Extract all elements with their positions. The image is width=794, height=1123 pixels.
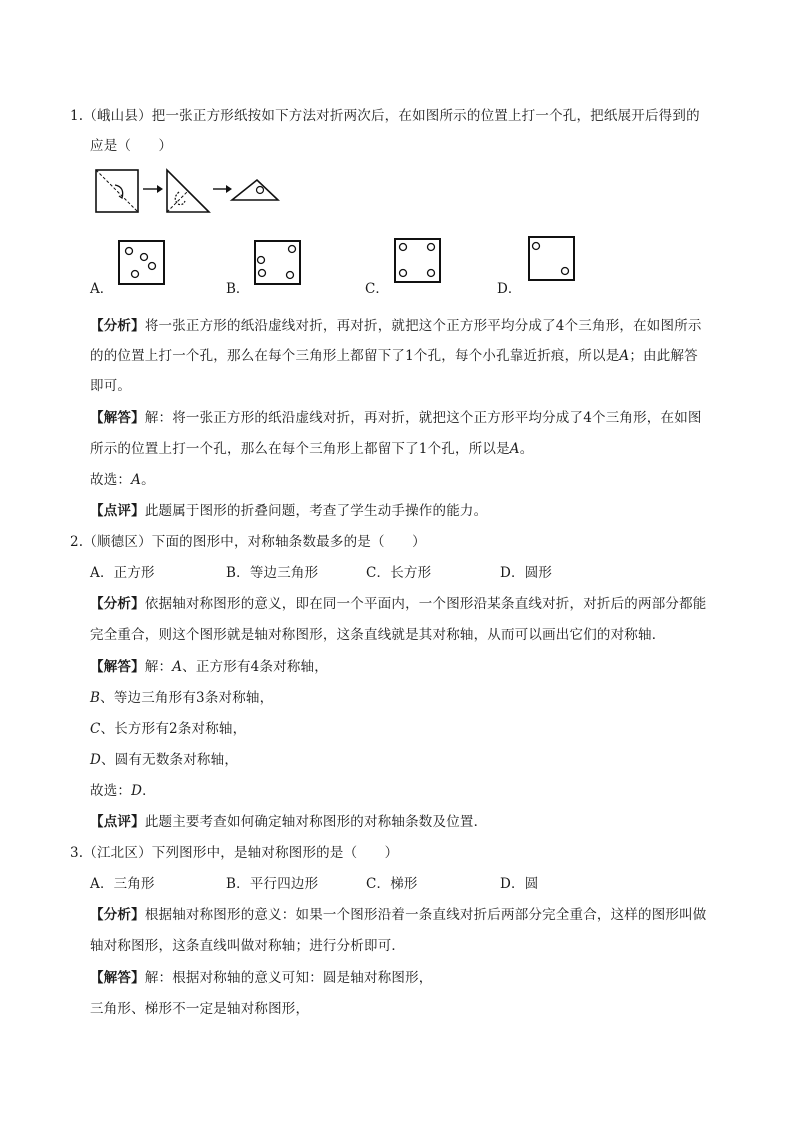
- q2-choose-end: ．: [142, 783, 156, 799]
- q2-analysis-text1: 依据轴对称图形的意义，即在同一个平面内，一个图形沿某条直线对折，对折后的两部分都能: [144, 596, 707, 612]
- q3-solution-text1: 解：根据对称轴的意义可知：圆是轴对称图形，: [144, 970, 433, 986]
- q1-small-triangle-hole: [257, 187, 264, 194]
- q2-solution-line4: [90, 748, 238, 768]
- q2-solution-text-b: 、等边三角形有3条对称轴，: [100, 690, 274, 706]
- q3-analysis-line1: [90, 903, 707, 923]
- q3-stem: [70, 841, 398, 861]
- q2-analysis-line1: [90, 592, 707, 612]
- q2-solution-tag: 【解答】: [90, 659, 145, 675]
- q2-choose-label: 故选：: [90, 783, 132, 799]
- q2-option-a: A．正方形: [90, 565, 155, 581]
- q1-analysis-tag: 【分析】: [90, 318, 145, 334]
- q2-stem-text: 下面的图形中，对称轴条数最多的是（ ）: [151, 534, 426, 550]
- q1-fold-triangle-hole: [175, 192, 185, 205]
- q2-comment-text: 此题主要考查如何确定轴对称图形的对称轴条数及位置．: [144, 814, 488, 830]
- q1-comment: [90, 499, 487, 519]
- q1-option-a-figure: [118, 240, 166, 286]
- q1-choose-end: 。: [141, 472, 155, 488]
- q2-solution-line3: [90, 717, 246, 737]
- q2-solution-line1: [90, 655, 328, 675]
- q1-analysis-text2b: ；由此解答: [629, 348, 698, 364]
- q1-stem-line1: [70, 104, 700, 124]
- q1-option-d-label: D．: [497, 281, 522, 297]
- q2-option-c: C．长方形: [366, 565, 432, 581]
- q3-analysis-text1: 根据轴对称图形的意义：如果一个图形沿着一条直线对折后两部分完全重合，这样的图形叫做: [144, 907, 707, 923]
- q3-solution-line1: [90, 966, 433, 986]
- q1-analysis-line3: 即可。: [90, 378, 132, 394]
- q3-options: [90, 872, 538, 892]
- q1-source: （峨山县）: [83, 108, 152, 124]
- q2-comment: [90, 810, 487, 830]
- q1-arrow2-head: [226, 185, 232, 193]
- q3-analysis-tag: 【分析】: [90, 907, 145, 923]
- q1-analysis-text2: 的的位置上打一个孔，那么在每个三角形上都留下了1个孔，每个小孔靠近折痕，所以是: [90, 348, 620, 364]
- q1-solution-text1: 解：将一张正方形的纸沿虚线对折，再对折，就把这个正方形平均分成了4个三角形，在如图: [144, 410, 702, 426]
- q1-option-b-label: B．: [226, 281, 250, 297]
- q1-analysis-text1: 将一张正方形的纸沿虚线对折，再对折，就把这个正方形平均分成了4个三角形，在如图所示: [144, 318, 702, 334]
- q3-analysis-line2: 轴对称图形，这条直线叫做对称轴；进行分析即可．: [90, 938, 406, 954]
- q2-comment-tag: 【点评】: [90, 814, 145, 830]
- q2-solution-text-a: 、正方形有4条对称轴，: [182, 659, 328, 675]
- q1-solution-line1: [90, 406, 702, 426]
- q1-small-triangle: [232, 180, 278, 200]
- q1-solution-tag: 【解答】: [90, 410, 145, 426]
- q2-solution-var-b: B: [90, 690, 101, 706]
- q2-solution-var-a: A: [172, 659, 183, 675]
- q1-analysis-line2: [90, 344, 698, 364]
- q1-arrow1-head: [157, 185, 163, 193]
- q1-analysis-var: A: [619, 348, 630, 364]
- q2-analysis-tag: 【分析】: [90, 596, 145, 612]
- q3-stem-text: 下列图形中，是轴对称图形的是（ ）: [151, 845, 399, 861]
- q1-fold-dashed-diagonal: [96, 170, 138, 212]
- q1-option-a-label: A．: [90, 281, 114, 297]
- q1-stem-text1: 把一张正方形纸按如下方法对折两次后，在如图所示的位置上打一个孔，把纸展开后得到的: [151, 108, 700, 124]
- q1-choose: [90, 468, 155, 488]
- q3-number: 3.: [70, 845, 84, 861]
- q1-comment-text: 此题属于图形的折叠问题，考查了学生动手操作的能力。: [144, 503, 488, 519]
- q2-analysis-line2: 完全重合，则这个图形就是轴对称图形，这条直线就是其对称轴，从而可以画出它们的对称轴．: [90, 627, 666, 643]
- q2-source: （顺德区）: [83, 534, 152, 550]
- q1-option-b-figure: [254, 240, 302, 286]
- q1-solution-text2: 所示的位置上打一个孔，那么在每个三角形上都留下了1个孔，所以是: [90, 441, 510, 457]
- q2-solution-text-c: 、长方形有2条对称轴，: [100, 721, 247, 737]
- q2-choose-var: D: [131, 783, 143, 799]
- q2-number: 2.: [70, 534, 84, 550]
- q1-analysis-line1: [90, 314, 702, 334]
- q1-option-c-label: C．: [365, 281, 389, 297]
- q2-choose: [90, 779, 156, 799]
- q2-solution-line2: [90, 686, 273, 706]
- q1-choose-var: A: [131, 472, 142, 488]
- q2-option-d: D．圆形: [500, 565, 553, 581]
- q1-comment-tag: 【点评】: [90, 503, 145, 519]
- q3-option-a: A．三角形: [90, 876, 155, 892]
- q1-folding-figure: [95, 168, 285, 214]
- q1-option-d-figure: [528, 236, 576, 282]
- q3-option-d: D．圆: [500, 876, 539, 892]
- q1-solution-text2b: 。: [519, 441, 534, 457]
- q1-option-c-figure: [394, 238, 442, 284]
- q2-solution-var-c: C: [90, 721, 101, 737]
- q2-solution-text-d: 、圆有无数条对称轴，: [101, 752, 239, 768]
- q1-solution-line2: [90, 437, 533, 457]
- q3-option-b: B．平行四边形: [226, 876, 319, 892]
- q1-stem-line2: 应是（ ）: [90, 138, 173, 154]
- q2-stem: [70, 530, 426, 550]
- q2-options: [90, 561, 552, 581]
- q3-solution-tag: 【解答】: [90, 970, 145, 986]
- q1-solution-var: A: [509, 441, 520, 457]
- q2-solution-var-d: D: [90, 752, 102, 768]
- q1-choose-label: 故选：: [90, 472, 132, 488]
- q1-number: 1.: [70, 108, 84, 124]
- q2-solution-prefix: 解：: [144, 659, 173, 675]
- q3-solution-line2: 三角形、梯形不一定是轴对称图形，: [90, 1001, 310, 1017]
- q3-source: （江北区）: [83, 845, 152, 861]
- q2-option-b: B．等边三角形: [226, 565, 319, 581]
- q3-option-c: C．梯形: [366, 876, 418, 892]
